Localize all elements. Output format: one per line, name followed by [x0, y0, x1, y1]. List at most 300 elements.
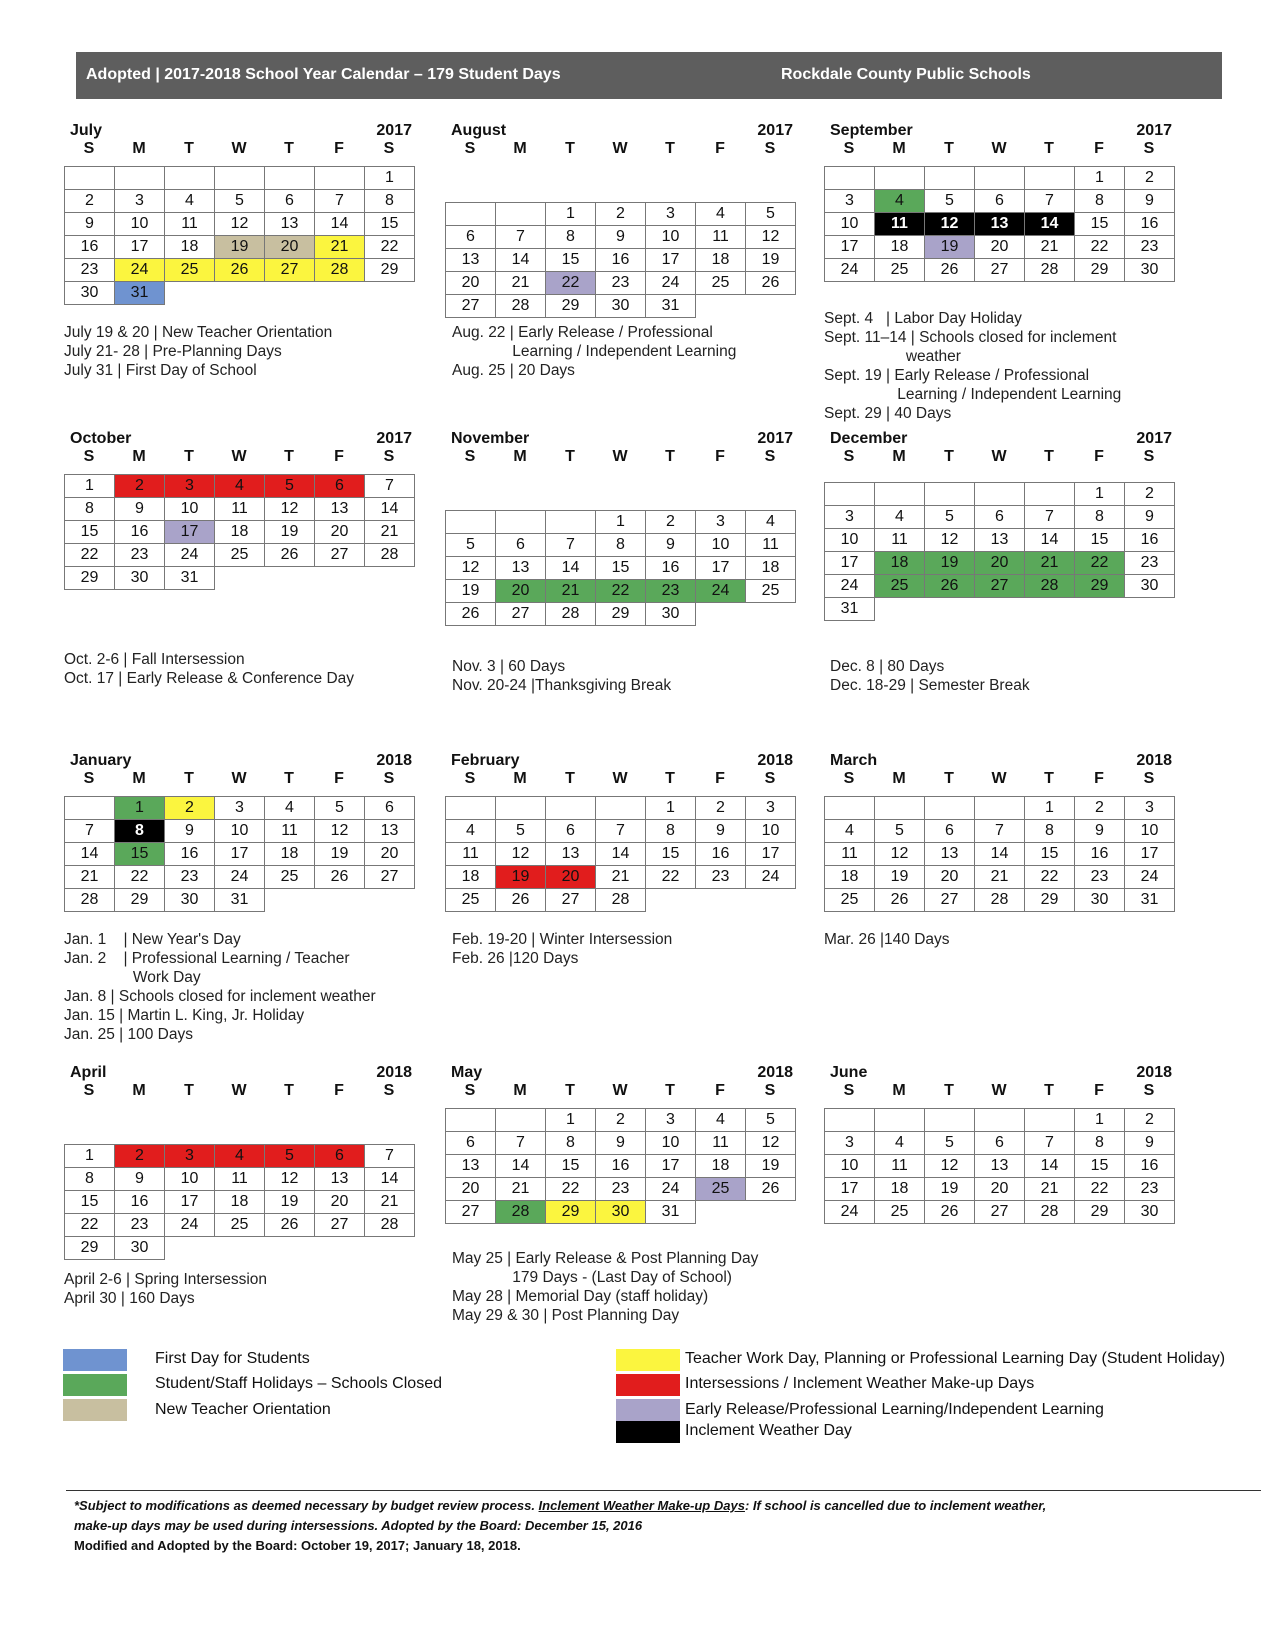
- day-cell: 10: [696, 534, 746, 557]
- day-cell: 3: [825, 1132, 875, 1155]
- day-cell: 28: [546, 603, 596, 626]
- month-grid: [824, 796, 1175, 912]
- day-cell: 22: [1075, 1178, 1125, 1201]
- note-line: Oct. 2-6 | Fall Intersession: [64, 651, 245, 668]
- day-cell: 20: [496, 580, 546, 603]
- month-february: [445, 752, 799, 908]
- weekday-label: S: [464, 770, 476, 787]
- weekday-label: W: [231, 140, 247, 157]
- day-cell: 1: [596, 511, 646, 534]
- day-cell: 6: [496, 534, 546, 557]
- day-cell: 3: [1125, 797, 1175, 820]
- day-cell: 21: [496, 1178, 546, 1201]
- day-cell: 13: [496, 557, 546, 580]
- day-cell: 10: [746, 820, 796, 843]
- month-header: [824, 122, 1178, 140]
- weekday-label: S: [1143, 770, 1155, 787]
- empty-cell: [496, 1109, 546, 1132]
- empty-cell: [496, 797, 546, 820]
- day-cell: 17: [825, 552, 875, 575]
- empty-cell: [596, 797, 646, 820]
- empty-cell: [925, 1109, 975, 1132]
- day-cell: 17: [215, 843, 265, 866]
- day-cell: 4: [265, 797, 315, 820]
- day-cell: 26: [746, 272, 796, 295]
- day-cell: 2: [1125, 1109, 1175, 1132]
- day-cell: 1: [546, 203, 596, 226]
- day-cell: 19: [925, 236, 975, 259]
- day-cell: 9: [115, 1168, 165, 1191]
- day-cell: 2: [1075, 797, 1125, 820]
- weekday-header: [64, 448, 418, 470]
- weekday-label: T: [665, 140, 675, 157]
- day-cell: 5: [925, 190, 975, 213]
- day-cell: 31: [646, 1201, 696, 1224]
- day-cell: 11: [265, 820, 315, 843]
- day-cell: 26: [746, 1178, 796, 1201]
- day-cell: 22: [546, 1178, 596, 1201]
- weekday-label: T: [1044, 770, 1054, 787]
- weekday-label: T: [1044, 140, 1054, 157]
- footnote-line3: Modified and Adopted by the Board: October 19, 2017; January 18, 2018.: [74, 1538, 521, 1553]
- day-cell: 1: [1075, 167, 1125, 190]
- day-cell: 27: [446, 295, 496, 318]
- day-cell: 21: [1025, 236, 1075, 259]
- empty-cell: [546, 797, 596, 820]
- day-cell: 15: [646, 843, 696, 866]
- month-name: July: [70, 122, 103, 139]
- weekday-label: T: [565, 770, 575, 787]
- day-cell: 29: [546, 1201, 596, 1224]
- weekday-label: F: [1094, 140, 1104, 157]
- day-cell: 24: [165, 1214, 215, 1237]
- weekday-label: M: [132, 140, 146, 157]
- month-header: [445, 122, 799, 140]
- empty-cell: [215, 1237, 265, 1260]
- day-cell: 7: [1025, 190, 1075, 213]
- day-cell: 20: [975, 552, 1025, 575]
- weekday-label: S: [764, 140, 776, 157]
- day-cell: 8: [1075, 1132, 1125, 1155]
- month-notes-july: [64, 323, 332, 380]
- empty-cell: [265, 889, 315, 912]
- day-cell: 22: [1075, 552, 1125, 575]
- empty-cell: [875, 167, 925, 190]
- day-cell: 18: [446, 866, 496, 889]
- day-cell: 23: [1125, 552, 1175, 575]
- weekday-label: T: [565, 448, 575, 465]
- day-cell: 9: [596, 1132, 646, 1155]
- day-cell: 8: [365, 190, 415, 213]
- month-name: January: [70, 752, 132, 769]
- day-cell: 29: [65, 1237, 115, 1260]
- note-line: Aug. 22 | Early Release / Professional: [452, 324, 713, 341]
- month-november: [445, 430, 799, 622]
- day-cell: 23: [696, 866, 746, 889]
- day-cell: 12: [925, 1155, 975, 1178]
- month-year: 2017: [757, 430, 793, 447]
- day-cell: 27: [265, 259, 315, 282]
- weekday-label: T: [944, 140, 954, 157]
- note-line: Dec. 18-29 | Semester Break: [830, 677, 1030, 694]
- day-cell: 4: [215, 1145, 265, 1168]
- day-cell: 14: [315, 213, 365, 236]
- empty-cell: [825, 797, 875, 820]
- empty-cell: [975, 797, 1025, 820]
- day-cell: 19: [746, 249, 796, 272]
- day-cell: 20: [925, 866, 975, 889]
- day-cell: 21: [546, 580, 596, 603]
- note-line: Mar. 26 |140 Days: [824, 931, 950, 948]
- day-cell: 19: [446, 580, 496, 603]
- legend-swatch-workday: [616, 1349, 680, 1371]
- weekday-label: W: [991, 448, 1007, 465]
- day-cell: 20: [315, 521, 365, 544]
- empty-cell: [825, 483, 875, 506]
- day-cell: 25: [875, 1201, 925, 1224]
- month-january: [64, 752, 418, 908]
- day-cell: 10: [165, 1168, 215, 1191]
- day-cell: 10: [646, 1132, 696, 1155]
- day-cell: 21: [315, 236, 365, 259]
- weekday-label: S: [843, 448, 855, 465]
- day-cell: 30: [115, 567, 165, 590]
- note-line: Nov. 3 | 60 Days: [452, 658, 566, 675]
- day-cell: 17: [646, 249, 696, 272]
- weekday-label: S: [383, 1082, 395, 1099]
- month-year: 2018: [757, 752, 793, 769]
- month-notes-october: [64, 650, 354, 688]
- day-cell: 27: [315, 544, 365, 567]
- day-cell: 17: [115, 236, 165, 259]
- month-notes-january: [64, 930, 376, 1044]
- note-line: Jan. 1 | New Year's Day: [64, 931, 241, 948]
- empty-cell: [825, 1109, 875, 1132]
- weekday-label: M: [892, 770, 906, 787]
- month-name: September: [830, 122, 913, 139]
- month-notes-february: [452, 930, 672, 968]
- day-cell: 13: [975, 529, 1025, 552]
- day-cell: 14: [546, 557, 596, 580]
- day-cell: 13: [365, 820, 415, 843]
- empty-cell: [265, 282, 315, 305]
- empty-cell: [1025, 1109, 1075, 1132]
- empty-cell: [746, 295, 796, 318]
- day-cell: 30: [115, 1237, 165, 1260]
- footnote-line1a: *Subject to modifications as deemed necessary by budget review process.: [74, 1498, 539, 1513]
- day-cell: 3: [115, 190, 165, 213]
- empty-cell: [65, 797, 115, 820]
- month-march: [824, 752, 1178, 908]
- day-cell: 15: [1075, 529, 1125, 552]
- weekday-label: S: [83, 1082, 95, 1099]
- day-cell: 7: [546, 534, 596, 557]
- day-cell: 9: [646, 534, 696, 557]
- legend-label-first-day: First Day for Students: [155, 1350, 310, 1367]
- day-cell: 13: [315, 1168, 365, 1191]
- day-cell: 17: [165, 521, 215, 544]
- day-cell: 11: [825, 843, 875, 866]
- note-line: Oct. 17 | Early Release & Conference Day: [64, 670, 355, 687]
- day-cell: 5: [496, 820, 546, 843]
- day-cell: 29: [365, 259, 415, 282]
- day-cell: 7: [365, 1145, 415, 1168]
- weekday-label: S: [843, 770, 855, 787]
- weekday-label: S: [83, 448, 95, 465]
- weekday-header: [64, 1082, 418, 1104]
- empty-cell: [315, 167, 365, 190]
- empty-cell: [1075, 598, 1125, 621]
- note-line: weather: [824, 348, 961, 365]
- day-cell: 9: [596, 226, 646, 249]
- day-cell: 26: [315, 866, 365, 889]
- day-cell: 10: [165, 498, 215, 521]
- day-cell: 8: [65, 498, 115, 521]
- empty-cell: [165, 282, 215, 305]
- day-cell: 30: [165, 889, 215, 912]
- day-cell: 15: [1075, 213, 1125, 236]
- day-cell: 11: [875, 1155, 925, 1178]
- weekday-label: S: [764, 1082, 776, 1099]
- month-july: [64, 122, 418, 301]
- weekday-label: W: [612, 770, 628, 787]
- day-cell: 5: [746, 203, 796, 226]
- day-cell: 21: [975, 866, 1025, 889]
- empty-cell: [446, 1109, 496, 1132]
- empty-cell: [875, 1109, 925, 1132]
- day-cell: 5: [746, 1109, 796, 1132]
- month-grid: [824, 166, 1175, 282]
- day-cell: 15: [1075, 1155, 1125, 1178]
- day-cell: 18: [875, 1178, 925, 1201]
- note-line: Sept. 29 | 40 Days: [824, 405, 952, 422]
- day-cell: 27: [925, 889, 975, 912]
- day-cell: 15: [546, 249, 596, 272]
- legend-label-intersession: Intersessions / Inclement Weather Make-up Days: [685, 1375, 1035, 1392]
- month-header: [824, 1064, 1178, 1082]
- weekday-header: [445, 1082, 799, 1104]
- calendar-header-banner: [76, 52, 1222, 99]
- day-cell: 3: [696, 511, 746, 534]
- day-cell: 25: [215, 1214, 265, 1237]
- day-cell: 27: [975, 259, 1025, 282]
- day-cell: 1: [115, 797, 165, 820]
- note-line: 179 Days - (Last Day of School): [452, 1269, 732, 1286]
- day-cell: 2: [596, 1109, 646, 1132]
- legend-swatch-intersession: [616, 1374, 680, 1396]
- empty-cell: [446, 797, 496, 820]
- day-cell: 22: [1075, 236, 1125, 259]
- legend-swatch-early-release: [616, 1399, 680, 1421]
- day-cell: 15: [596, 557, 646, 580]
- weekday-label: T: [565, 140, 575, 157]
- note-line: Sept. 4 | Labor Day Holiday: [824, 310, 1022, 327]
- day-cell: 21: [496, 272, 546, 295]
- day-cell: 8: [1075, 190, 1125, 213]
- day-cell: 28: [496, 1201, 546, 1224]
- day-cell: 19: [215, 236, 265, 259]
- day-cell: 15: [65, 1191, 115, 1214]
- day-cell: 26: [925, 575, 975, 598]
- day-cell: 17: [746, 843, 796, 866]
- day-cell: 17: [1125, 843, 1175, 866]
- empty-cell: [1125, 598, 1175, 621]
- weekday-label: F: [334, 140, 344, 157]
- day-cell: 7: [975, 820, 1025, 843]
- day-cell: 1: [1075, 483, 1125, 506]
- day-cell: 2: [115, 475, 165, 498]
- day-cell: 26: [925, 259, 975, 282]
- day-cell: 22: [65, 1214, 115, 1237]
- day-cell: 12: [925, 213, 975, 236]
- weekday-label: S: [843, 140, 855, 157]
- day-cell: 14: [1025, 529, 1075, 552]
- day-cell: 8: [1075, 506, 1125, 529]
- empty-cell: [215, 167, 265, 190]
- day-cell: 5: [925, 506, 975, 529]
- day-cell: 18: [746, 557, 796, 580]
- day-cell: 8: [115, 820, 165, 843]
- empty-cell: [165, 1237, 215, 1260]
- month-name: November: [451, 430, 530, 447]
- day-cell: 9: [1125, 190, 1175, 213]
- weekday-label: M: [892, 448, 906, 465]
- day-cell: 6: [925, 820, 975, 843]
- footnote-line1b: : If school is cancelled due to inclement weather,: [744, 1498, 1047, 1513]
- day-cell: 13: [546, 843, 596, 866]
- day-cell: 14: [1025, 1155, 1075, 1178]
- day-cell: 17: [825, 236, 875, 259]
- day-cell: 2: [115, 1145, 165, 1168]
- day-cell: 22: [596, 580, 646, 603]
- day-cell: 23: [1125, 236, 1175, 259]
- note-line: May 29 & 30 | Post Planning Day: [452, 1307, 680, 1324]
- day-cell: 17: [165, 1191, 215, 1214]
- day-cell: 25: [875, 259, 925, 282]
- weekday-label: S: [464, 448, 476, 465]
- weekday-label: S: [464, 140, 476, 157]
- day-cell: 22: [365, 236, 415, 259]
- day-cell: 1: [1075, 1109, 1125, 1132]
- day-cell: 12: [925, 529, 975, 552]
- day-cell: 17: [825, 1178, 875, 1201]
- note-line: Jan. 2 | Professional Learning / Teacher: [64, 950, 350, 967]
- day-cell: 15: [1025, 843, 1075, 866]
- empty-cell: [115, 167, 165, 190]
- month-year: 2017: [1136, 430, 1172, 447]
- note-line: Feb. 26 |120 Days: [452, 950, 579, 967]
- day-cell: 27: [315, 1214, 365, 1237]
- day-cell: 18: [875, 552, 925, 575]
- day-cell: 28: [496, 295, 546, 318]
- empty-cell: [496, 511, 546, 534]
- month-grid: [445, 796, 796, 912]
- day-cell: 9: [115, 498, 165, 521]
- weekday-label: T: [284, 770, 294, 787]
- day-cell: 16: [115, 521, 165, 544]
- weekday-label: W: [612, 140, 628, 157]
- day-cell: 4: [696, 203, 746, 226]
- empty-cell: [696, 889, 746, 912]
- day-cell: 7: [1025, 506, 1075, 529]
- day-cell: 10: [1125, 820, 1175, 843]
- month-grid: [445, 510, 796, 626]
- day-cell: 27: [975, 1201, 1025, 1224]
- day-cell: 14: [65, 843, 115, 866]
- day-cell: 20: [446, 1178, 496, 1201]
- day-cell: 26: [446, 603, 496, 626]
- day-cell: 10: [115, 213, 165, 236]
- legend-label-workday: Teacher Work Day, Planning or Professional Learning Day (Student Holiday): [685, 1350, 1226, 1367]
- weekday-label: F: [715, 140, 725, 157]
- note-line: April 30 | 160 Days: [64, 1290, 195, 1307]
- note-line: July 31 | First Day of School: [64, 362, 257, 379]
- footnote-divider: [66, 1490, 1261, 1491]
- month-october: [64, 430, 418, 586]
- day-cell: 13: [975, 213, 1025, 236]
- day-cell: 19: [925, 552, 975, 575]
- empty-cell: [696, 603, 746, 626]
- weekday-header: [445, 770, 799, 792]
- empty-cell: [925, 598, 975, 621]
- day-cell: 22: [546, 272, 596, 295]
- day-cell: 19: [746, 1155, 796, 1178]
- calendar-title: Adopted | 2017-2018 School Year Calendar – 179 Student Days: [86, 66, 561, 83]
- day-cell: 13: [446, 249, 496, 272]
- day-cell: 24: [646, 272, 696, 295]
- note-line: Jan. 15 | Martin L. King, Jr. Holiday: [64, 1007, 305, 1024]
- day-cell: 8: [546, 226, 596, 249]
- day-cell: 23: [165, 866, 215, 889]
- day-cell: 1: [546, 1109, 596, 1132]
- month-header: [445, 430, 799, 448]
- weekday-header: [824, 1082, 1178, 1104]
- day-cell: 7: [65, 820, 115, 843]
- day-cell: 29: [65, 567, 115, 590]
- day-cell: 25: [696, 1178, 746, 1201]
- month-grid: [64, 1144, 415, 1260]
- day-cell: 8: [65, 1168, 115, 1191]
- day-cell: 25: [446, 889, 496, 912]
- weekday-label: T: [1044, 1082, 1054, 1099]
- note-line: July 21- 28 | Pre-Planning Days: [64, 343, 282, 360]
- day-cell: 16: [1125, 213, 1175, 236]
- weekday-label: F: [334, 1082, 344, 1099]
- day-cell: 3: [215, 797, 265, 820]
- day-cell: 13: [925, 843, 975, 866]
- day-cell: 24: [746, 866, 796, 889]
- month-april: [64, 1064, 418, 1256]
- day-cell: 9: [1075, 820, 1125, 843]
- day-cell: 11: [875, 529, 925, 552]
- weekday-header: [824, 448, 1178, 470]
- day-cell: 29: [1025, 889, 1075, 912]
- day-cell: 10: [825, 1155, 875, 1178]
- weekday-label: S: [383, 140, 395, 157]
- day-cell: 19: [925, 1178, 975, 1201]
- month-grid: [64, 796, 415, 912]
- empty-cell: [265, 167, 315, 190]
- month-name: August: [451, 122, 507, 139]
- note-line: Work Day: [64, 969, 201, 986]
- month-name: March: [830, 752, 878, 769]
- day-cell: 24: [696, 580, 746, 603]
- day-cell: 26: [215, 259, 265, 282]
- weekday-label: M: [132, 448, 146, 465]
- empty-cell: [975, 1109, 1025, 1132]
- day-cell: 7: [315, 190, 365, 213]
- day-cell: 20: [546, 866, 596, 889]
